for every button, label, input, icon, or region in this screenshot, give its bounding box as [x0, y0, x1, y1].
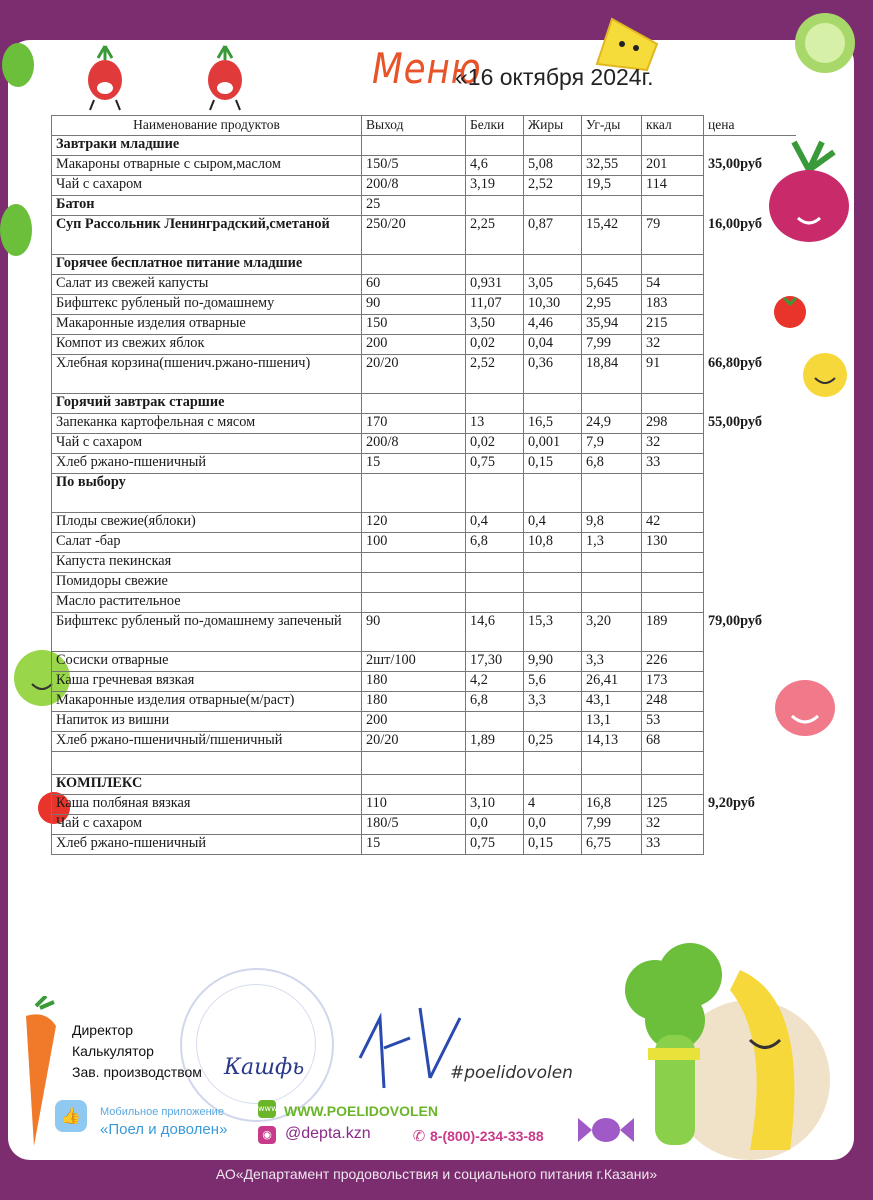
cell-output	[362, 255, 466, 275]
cell-fat	[524, 394, 582, 414]
cell-fat: 9,90	[524, 652, 582, 672]
table-row	[52, 513, 796, 533]
cell-price	[704, 732, 796, 752]
cell-protein: 3,10	[466, 795, 524, 815]
production-label: Зав. производством	[72, 1064, 202, 1080]
cell-kcal: 298	[642, 414, 704, 434]
cell-carbs: 2,95	[582, 295, 642, 315]
instagram-handle[interactable]: @depta.kzn	[285, 1125, 371, 1142]
cell-fat: 2,52	[524, 176, 582, 196]
cell-protein	[466, 136, 524, 156]
menu-date: «16 октября 2024г.	[455, 64, 654, 90]
cell-kcal: 130	[642, 533, 704, 553]
cell-name: Батон	[52, 196, 362, 216]
col-header-output: Выход	[362, 116, 466, 136]
cell-price	[704, 672, 796, 692]
cell-output: 90	[362, 295, 466, 315]
cell-output: 200	[362, 712, 466, 732]
cell-carbs	[582, 553, 642, 573]
cell-output: 180	[362, 692, 466, 712]
cell-price: 55,00руб	[704, 414, 796, 434]
cell-protein	[466, 553, 524, 573]
cell-fat: 0,0	[524, 815, 582, 835]
cell-kcal: 226	[642, 652, 704, 672]
cell-carbs	[582, 752, 642, 775]
cell-carbs: 7,9	[582, 434, 642, 454]
cell-kcal: 68	[642, 732, 704, 752]
cell-price	[704, 434, 796, 454]
cell-protein: 13	[466, 414, 524, 434]
cell-fat: 3,05	[524, 275, 582, 295]
cell-name: Хлеб ржано-пшеничный/пшеничный	[52, 732, 362, 752]
cell-fat	[524, 474, 582, 513]
cell-kcal: 79	[642, 216, 704, 255]
cell-carbs: 13,1	[582, 712, 642, 732]
table-row	[52, 712, 796, 732]
cell-price: 9,20руб	[704, 795, 796, 815]
phone-number[interactable]: 8-(800)-234-33-88	[430, 1128, 544, 1144]
cell-fat	[524, 553, 582, 573]
table-row	[52, 275, 796, 295]
cell-name: Капуста пекинская	[52, 553, 362, 573]
cell-carbs: 3,3	[582, 652, 642, 672]
menu-table	[51, 115, 796, 855]
col-header-name: Наименование продуктов	[52, 116, 362, 136]
round-stamp	[180, 968, 334, 1122]
cell-output	[362, 136, 466, 156]
leaf-icon	[0, 40, 40, 90]
cell-kcal: 125	[642, 795, 704, 815]
section-row	[52, 394, 796, 414]
cell-protein: 2,52	[466, 355, 524, 394]
cell-carbs	[582, 573, 642, 593]
table-row	[52, 672, 796, 692]
cell-carbs: 9,8	[582, 513, 642, 533]
cell-fat: 15,3	[524, 613, 582, 652]
cell-carbs	[582, 394, 642, 414]
cell-output: 120	[362, 513, 466, 533]
cell-kcal	[642, 752, 704, 775]
table-row	[52, 593, 796, 613]
cell-name: Салат -бар	[52, 533, 362, 553]
cell-kcal: 91	[642, 355, 704, 394]
cucumber-slice-icon	[790, 8, 860, 78]
cell-protein	[466, 712, 524, 732]
cell-fat: 0,25	[524, 732, 582, 752]
app-icon[interactable]: 👍	[55, 1100, 87, 1132]
cell-fat: 0,15	[524, 454, 582, 474]
cell-price	[704, 815, 796, 835]
cell-name: Макаронные изделия отварные	[52, 315, 362, 335]
cell-fat	[524, 593, 582, 613]
cell-kcal: 54	[642, 275, 704, 295]
cell-protein	[466, 593, 524, 613]
cell-name: Хлеб ржано-пшеничный	[52, 454, 362, 474]
section-row	[52, 136, 796, 156]
cell-fat: 0,87	[524, 216, 582, 255]
section-row	[52, 196, 796, 216]
cell-output: 2шт/100	[362, 652, 466, 672]
cell-fat	[524, 752, 582, 775]
cell-protein: 14,6	[466, 613, 524, 652]
cell-kcal: 183	[642, 295, 704, 315]
table-row	[52, 835, 796, 855]
col-header-carbs: Уг-ды	[582, 116, 642, 136]
cell-output	[362, 394, 466, 414]
cell-name: Бифштекс рубленый по-домашнему запеченый	[52, 613, 362, 652]
cell-fat: 0,36	[524, 355, 582, 394]
menu-title: Меню	[372, 44, 482, 93]
cell-output: 100	[362, 533, 466, 553]
cell-carbs: 35,94	[582, 315, 642, 335]
cell-protein	[466, 196, 524, 216]
director-label: Директор	[72, 1022, 133, 1038]
cell-carbs: 6,8	[582, 454, 642, 474]
cell-fat: 10,30	[524, 295, 582, 315]
organization-footer: АО«Департамент продовольствия и социального питания г.Казани»	[215, 1166, 658, 1182]
cell-kcal: 173	[642, 672, 704, 692]
table-row	[52, 315, 796, 335]
instagram-icon: ◉	[258, 1126, 276, 1144]
phone-icon: ✆	[412, 1127, 426, 1145]
cell-name: Чай с сахаром	[52, 176, 362, 196]
cell-kcal: 32	[642, 335, 704, 355]
handwritten-signature	[350, 998, 470, 1098]
cell-price	[704, 335, 796, 355]
cell-output: 200/8	[362, 176, 466, 196]
table-row	[52, 176, 796, 196]
cell-name: Макаронные изделия отварные(м/раст)	[52, 692, 362, 712]
cell-price: 35,00руб	[704, 156, 796, 176]
lemon-character-icon	[800, 350, 850, 400]
cell-output: 180/5	[362, 815, 466, 835]
cell-name: КОМПЛЕКС	[52, 775, 362, 795]
cell-output: 20/20	[362, 732, 466, 752]
table-row	[52, 652, 796, 672]
cell-fat: 5,6	[524, 672, 582, 692]
cell-kcal: 33	[642, 835, 704, 855]
cell-fat: 10,8	[524, 533, 582, 553]
cell-name: Хлеб ржано-пшеничный	[52, 835, 362, 855]
table-row	[52, 335, 796, 355]
cell-price	[704, 652, 796, 672]
cell-name: Чай с сахаром	[52, 815, 362, 835]
cell-output: 15	[362, 835, 466, 855]
app-name[interactable]: «Поел и доволен»	[100, 1121, 228, 1138]
col-header-protein: Белки	[466, 116, 524, 136]
cell-protein: 17,30	[466, 652, 524, 672]
cell-carbs: 19,5	[582, 176, 642, 196]
cell-protein: 6,8	[466, 692, 524, 712]
cell-protein: 4,2	[466, 672, 524, 692]
cell-price	[704, 315, 796, 335]
cell-carbs: 14,13	[582, 732, 642, 752]
leaf-icon	[0, 200, 40, 260]
col-header-kcal: ккал	[642, 116, 704, 136]
cell-output	[362, 474, 466, 513]
cell-protein: 4,6	[466, 156, 524, 176]
cell-kcal	[642, 136, 704, 156]
cell-protein: 0,0	[466, 815, 524, 835]
cell-kcal	[642, 775, 704, 795]
cell-price	[704, 275, 796, 295]
cell-price: 16,00руб	[704, 216, 796, 255]
cell-price	[704, 835, 796, 855]
cell-fat	[524, 775, 582, 795]
cell-carbs	[582, 593, 642, 613]
cell-name: Хлебная корзина(пшенич.ржано-пшенич)	[52, 355, 362, 394]
cell-output: 20/20	[362, 355, 466, 394]
website-link[interactable]: WWW.POELIDOVOLEN	[284, 1103, 438, 1119]
cell-fat: 0,04	[524, 335, 582, 355]
cell-output: 60	[362, 275, 466, 295]
cell-kcal: 33	[642, 454, 704, 474]
cell-kcal	[642, 196, 704, 216]
cell-fat	[524, 196, 582, 216]
candy-icon	[576, 1110, 636, 1150]
cell-carbs: 1,3	[582, 533, 642, 553]
cell-protein: 3,50	[466, 315, 524, 335]
cell-price	[704, 474, 796, 513]
cell-protein: 0,75	[466, 835, 524, 855]
calculator-label: Калькулятор	[72, 1043, 154, 1059]
cell-carbs: 24,9	[582, 414, 642, 434]
cell-name: По выбору	[52, 474, 362, 513]
cell-name: Салат из свежей капусты	[52, 275, 362, 295]
cell-price	[704, 176, 796, 196]
table-row	[52, 355, 796, 394]
cell-kcal	[642, 553, 704, 573]
section-row	[52, 255, 796, 275]
cell-output	[362, 752, 466, 775]
table-header-row	[52, 116, 796, 136]
cell-protein: 0,75	[466, 454, 524, 474]
table-row	[52, 732, 796, 752]
cell-fat: 5,08	[524, 156, 582, 176]
cell-name: Горячий завтрак старшие	[52, 394, 362, 414]
cell-carbs: 6,75	[582, 835, 642, 855]
cell-carbs: 32,55	[582, 156, 642, 176]
cell-protein	[466, 394, 524, 414]
cell-output: 150	[362, 315, 466, 335]
cell-price	[704, 394, 796, 414]
cell-name: Завтраки младшие	[52, 136, 362, 156]
handwritten-signature	[220, 1046, 320, 1086]
web-icon: www	[258, 1100, 276, 1118]
cell-fat: 3,3	[524, 692, 582, 712]
cell-output: 200/8	[362, 434, 466, 454]
cell-fat	[524, 573, 582, 593]
hashtag: #poelidovolen	[450, 1063, 573, 1083]
cell-fat: 0,001	[524, 434, 582, 454]
cell-kcal: 215	[642, 315, 704, 335]
section-row	[52, 216, 796, 255]
cell-kcal: 189	[642, 613, 704, 652]
cell-output: 180	[362, 672, 466, 692]
table-row	[52, 434, 796, 454]
cell-kcal: 42	[642, 513, 704, 533]
cell-kcal	[642, 255, 704, 275]
cell-name: Каша гречневая вязкая	[52, 672, 362, 692]
cell-price	[704, 533, 796, 553]
cell-protein: 11,07	[466, 295, 524, 315]
signature-block	[72, 1020, 202, 1083]
cell-output	[362, 775, 466, 795]
cell-price	[704, 255, 796, 275]
cell-price	[704, 573, 796, 593]
cell-name: Суп Рассольник Ленинградский,сметаной	[52, 216, 362, 255]
cell-carbs	[582, 255, 642, 275]
cell-protein	[466, 255, 524, 275]
radish-character-icon	[80, 42, 130, 112]
cell-output: 25	[362, 196, 466, 216]
cell-name: Напиток из вишни	[52, 712, 362, 732]
cell-price	[704, 553, 796, 573]
col-header-price: цена	[704, 116, 796, 136]
cell-name	[52, 752, 362, 775]
col-header-fat: Жиры	[524, 116, 582, 136]
cell-fat	[524, 255, 582, 275]
cell-output: 200	[362, 335, 466, 355]
cell-carbs	[582, 196, 642, 216]
cell-output: 170	[362, 414, 466, 434]
cell-carbs: 3,20	[582, 613, 642, 652]
cell-kcal: 32	[642, 815, 704, 835]
cell-protein: 0,02	[466, 335, 524, 355]
table-row	[52, 295, 796, 315]
cell-carbs	[582, 474, 642, 513]
cell-price	[704, 593, 796, 613]
cell-carbs	[582, 136, 642, 156]
cell-price	[704, 692, 796, 712]
cell-carbs: 18,84	[582, 355, 642, 394]
cell-name: Каша полбяная вязкая	[52, 795, 362, 815]
cell-protein: 0,931	[466, 275, 524, 295]
cell-output	[362, 573, 466, 593]
cell-price: 66,80руб	[704, 355, 796, 394]
cell-protein	[466, 573, 524, 593]
cell-price	[704, 196, 796, 216]
cell-name: Плоды свежие(яблоки)	[52, 513, 362, 533]
cell-price	[704, 136, 796, 156]
cell-protein: 2,25	[466, 216, 524, 255]
cell-kcal: 32	[642, 434, 704, 454]
cell-kcal: 248	[642, 692, 704, 712]
cell-carbs: 43,1	[582, 692, 642, 712]
table-row	[52, 613, 796, 652]
carrot-character-icon	[6, 996, 76, 1156]
cell-protein: 1,89	[466, 732, 524, 752]
cell-kcal: 53	[642, 712, 704, 732]
cell-name: Компот из свежих яблок	[52, 335, 362, 355]
cell-name: Макароны отварные с сыром,маслом	[52, 156, 362, 176]
cell-kcal: 114	[642, 176, 704, 196]
cell-output: 110	[362, 795, 466, 815]
table-row	[52, 553, 796, 573]
cell-fat	[524, 712, 582, 732]
cell-protein: 0,4	[466, 513, 524, 533]
cell-name: Бифштекс рубленый по-домашнему	[52, 295, 362, 315]
cell-output: 90	[362, 613, 466, 652]
svg-text:Кашфь: Кашфь	[224, 1055, 305, 1080]
cell-carbs	[582, 775, 642, 795]
cell-price	[704, 752, 796, 775]
cell-protein: 6,8	[466, 533, 524, 553]
cell-name: Горячее бесплатное питание младшие	[52, 255, 362, 275]
table-row	[52, 752, 796, 775]
table-row	[52, 692, 796, 712]
cell-output	[362, 593, 466, 613]
table-row	[52, 815, 796, 835]
cell-carbs: 15,42	[582, 216, 642, 255]
cell-kcal	[642, 394, 704, 414]
cell-fat: 16,5	[524, 414, 582, 434]
cell-output: 15	[362, 454, 466, 474]
cell-protein	[466, 474, 524, 513]
cell-fat: 4	[524, 795, 582, 815]
cell-kcal: 201	[642, 156, 704, 176]
cell-price	[704, 513, 796, 533]
cell-carbs: 7,99	[582, 335, 642, 355]
cell-output: 150/5	[362, 156, 466, 176]
cell-fat: 0,4	[524, 513, 582, 533]
table-row	[52, 156, 796, 176]
app-label: Мобильное приложение	[100, 1106, 224, 1118]
section-row	[52, 474, 796, 513]
cell-name: Чай с сахаром	[52, 434, 362, 454]
cell-price	[704, 295, 796, 315]
cell-name: Запеканка картофельная с мясом	[52, 414, 362, 434]
cell-output: 250/20	[362, 216, 466, 255]
cell-name: Сосиски отварные	[52, 652, 362, 672]
broccoli-banana-characters-icon	[600, 930, 840, 1160]
table-row	[52, 414, 796, 434]
cell-output	[362, 553, 466, 573]
section-row	[52, 775, 796, 795]
cell-carbs: 5,645	[582, 275, 642, 295]
cell-fat: 4,46	[524, 315, 582, 335]
cell-carbs: 7,99	[582, 815, 642, 835]
cell-price	[704, 712, 796, 732]
cell-fat	[524, 136, 582, 156]
cell-protein: 0,02	[466, 434, 524, 454]
table-row	[52, 573, 796, 593]
cell-kcal	[642, 573, 704, 593]
table-row	[52, 533, 796, 553]
cell-fat: 0,15	[524, 835, 582, 855]
cell-protein	[466, 775, 524, 795]
radish-character-icon	[200, 42, 250, 112]
table-row	[52, 795, 796, 815]
cell-kcal	[642, 474, 704, 513]
table-row	[52, 454, 796, 474]
cell-price: 79,00руб	[704, 613, 796, 652]
cell-carbs: 26,41	[582, 672, 642, 692]
cell-kcal	[642, 593, 704, 613]
cell-name: Масло растительное	[52, 593, 362, 613]
cell-protein: 3,19	[466, 176, 524, 196]
cell-name: Помидоры свежие	[52, 573, 362, 593]
cell-price	[704, 454, 796, 474]
cell-price	[704, 775, 796, 795]
cell-protein	[466, 752, 524, 775]
cell-carbs: 16,8	[582, 795, 642, 815]
